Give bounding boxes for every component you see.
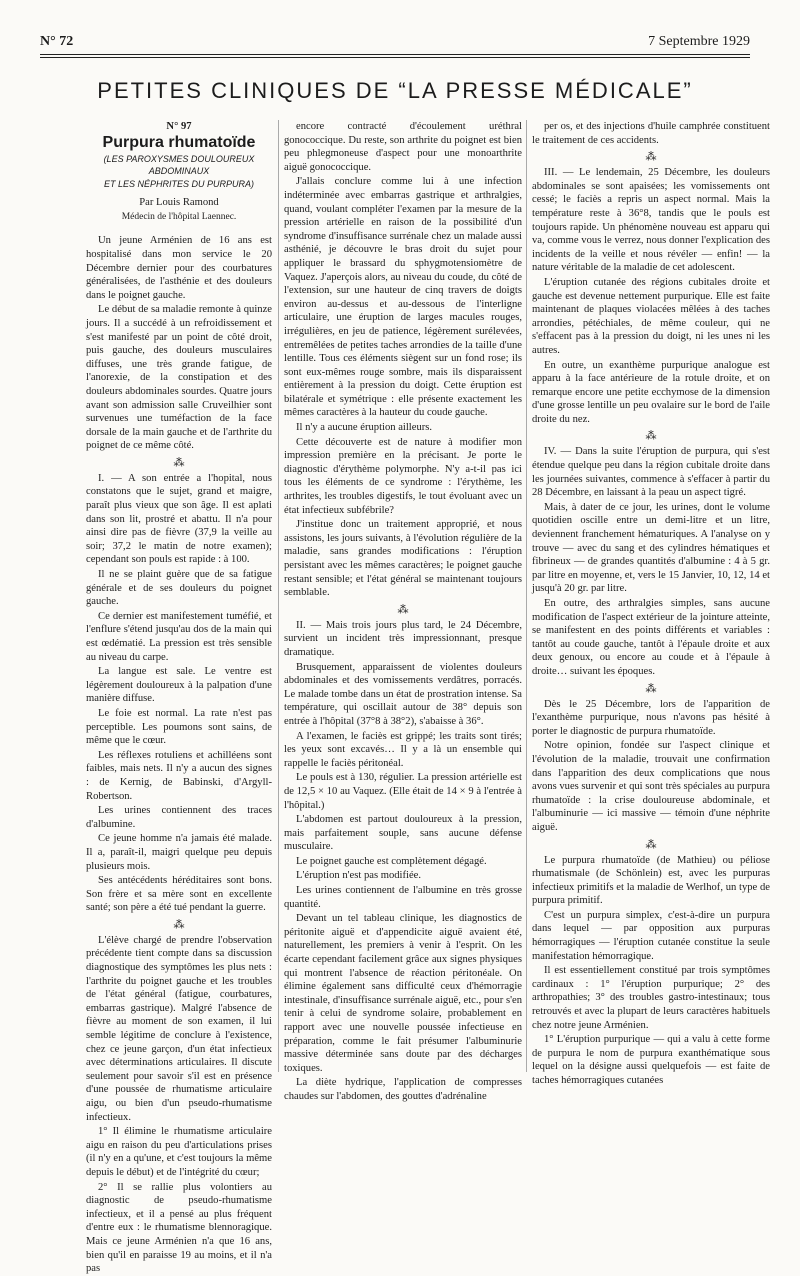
header-rule-double — [40, 57, 750, 58]
article-author: Par Louis Ramond — [139, 197, 219, 209]
paragraph: L'éruption cutanée des régions cubitales droite et gauche est devenue nettement purpurique. Elle est faite maintenant de plaques violacées mêlées à des taches arrondies, pétéchiales, de même couleur, qui ne s'effacent pas à la pression du doigt, ni les unes ni les autres. — [532, 276, 770, 356]
paragraph: Le début de sa maladie remonte à quinze jours. Il a succédé à un refroidissement et s'est manifesté par un point de côté droit, puis gauche, des douleurs musculaires diffuses, une très grande fatigue, de l'anorexie, de la constipation et des douleurs abdominales sourdes. Quatre jours avant son admission salle Cruveilhier sont survenues une tuméfaction de la face dorsale de la main gauche et de l'arthrite du poignet de ce même côté. — [86, 304, 272, 452]
paragraph: La langue est sale. Le ventre est légèrement douloureux à la palpation d'une manière diffuse. — [86, 666, 272, 705]
paragraph: L'éruption n'est pas modifiée. — [296, 870, 422, 882]
column-2 — [284, 120, 522, 1102]
paragraph: L'abdomen est partout douloureux à la pression, mais parfaitement souple, sans aucune défense musculaire. — [284, 814, 522, 853]
section-separator: ⁂ — [173, 456, 185, 469]
section-separator: ⁂ — [645, 151, 657, 164]
paragraph: Le pouls est à 130, régulier. La pression artérielle est de 12,5 × 10 au Vaquez. (Elle était de 14 × 9 à l'entrée à l'hôpital.) — [284, 772, 522, 811]
section-separator: ⁂ — [645, 682, 657, 695]
paragraph: Ce jeune homme n'a jamais été malade. Il a, paraît-il, maigri quelque peu depuis plusieurs mois. — [86, 833, 272, 872]
paragraph: encore contracté d'écoulement uréthral gonococcique. Du reste, son arthrite du poignet est bien peu phlegmoneuse d'aspect pour une monoarthrite aiguë gonococcique. — [284, 121, 522, 173]
section-separator: ⁂ — [645, 838, 657, 851]
paragraph: I. — A son entrée a l'hopital, nous constatons que le sujet, grand et maigre, paraît plus vieux que son âge. Il est aplati dans son lit, prostré et abattu. Il n'a pour ainsi dire pas de fièvre (37,9 la veille au soir; 37,2 le matin de notre examen); cependant son pouls est rapide : à 100. — [86, 472, 272, 566]
paragraph: Le poignet gauche est complètement dégagé. — [296, 855, 487, 867]
paragraph: En outre, des arthralgies simples, sans aucune modification de l'aspect extérieur de la jointure atteinte, se manifestent en des points différents et variables : tantôt au coude gauche, tantôt à l'épaule droite et aux deux genoux, ou encore au coude et à l'épaule à droite… suivant les époques. — [532, 598, 770, 677]
section-separator: ⁂ — [397, 603, 409, 616]
article-number: N° 97 — [166, 121, 192, 132]
paragraph: J'allais conclure comme lui à une infection indéterminée avec embarras gastrique et arthralgies, quand, voulant compléter l'examen par la mesure de la pression artérielle en raison de la possibilité d'un syndrome d'insuffisance surrénale chez un malade aussi asthénié, je découvre le bras droit du sujet pour appliquer le brassard du sphygmotensiomètre de Vaquez. J'aperçois alors, au niveau du coude, du côté de l'extension, sur une hauteur de cinq travers de doigts environ au-dessus et au-dessous de l'interligne articulaire, une éruption de larges macules rouges, irrégulières, en jeu de patience, légèrement surélevées, entremêlées de petites taches arrondies de la taille d'une lentille. Tous ces éléments siègent sur un fond rose; ils sont eux-mêmes rouge sombre, mais ils disparaissent entièrement à la pression du doigt. Cette éruption est bilatérale et symétrique : elle présente exactement les mêmes caractères à la hauteur du coude gauche. — [284, 176, 522, 419]
paragraph: Ses antécédents héréditaires sont bons. Son frère et sa mère sont en excellente santé; son père a été tué pendant la guerre. — [86, 875, 272, 914]
paragraph: En outre, un exanthème purpurique analogue est apparu à la face antérieure de la rotule droite, et on remarque encore une petite ecchymose de la dimension d'une grosse lentille un peu ovalaire sur le bord de l'aile droite du nez. — [532, 359, 770, 425]
paragraph: Cette découverte est de nature à modifier mon impression première en la précisant. Je porte le diagnostic d'érythème polymorphe. N'y a-t-il pas ici tous les éléments de ce syndrome : l'érythème, les arthrites, les troubles digestifs, le tout évoluant avec un état infectieux subfébrile? — [284, 436, 522, 516]
issue-number: N° 72 — [40, 34, 74, 49]
section-separator: ⁂ — [173, 918, 185, 931]
paragraph: Dès le 25 Décembre, lors de l'apparition de l'exanthème purpurique, nous n'avons pas hésité à porter le diagnostic de purpura rhumatoïde. — [532, 698, 770, 737]
column-1 — [86, 120, 272, 1275]
paragraph: A l'examen, le faciès est grippé; les traits sont tirés; les yeux sont excavés… Il y a là un ensemble qui rappelle le faciès péritonéal. — [284, 730, 522, 769]
column-divider — [278, 120, 279, 1072]
issue-date: 7 Septembre 1929 — [648, 34, 750, 49]
paragraph: II. — Mais trois jours plus tard, le 24 Décembre, survient un incident très impressionnant, presque dramatique. — [284, 619, 522, 658]
paragraph: per os, et des injections d'huile camphrée constituent le traitement de ces accidents. — [532, 121, 770, 146]
paragraph: Le foie est normal. La rate n'est pas perceptible. Les poumons sont sains, de même que le cœur. — [86, 707, 272, 747]
paragraph: Il ne se plaint guère que de sa fatigue générale et de ses douleurs du poignet gauche. — [86, 569, 272, 608]
paragraph: Il est essentiellement constitué par trois symptômes cardinaux : 1° l'éruption purpurique; 2° des arthropathies; 3° des troubles gastro-intestinaux; tous retrouvés et avec la plupart de leurs caractères habituels chez notre jeune Arménien. — [532, 965, 770, 1031]
article-subtitle: ET LES NÉPHRITES DU PURPURA) — [103, 179, 255, 190]
section-separator: ⁂ — [645, 430, 657, 443]
author-affiliation: Médecin de l'hôpital Laennec. — [121, 211, 237, 222]
paragraph: Notre opinion, fondée sur l'aspect clinique et l'évolution de la maladie, trouvait une confirmation dans l'apparition des deux complications que nous avons vues survenir et qui sont très spéciales au purpura rhumatoïde : la crise douloureuse abdominale, et l'albuminurie — ici massive — témoin d'une néphrite aiguë. — [532, 740, 771, 833]
paragraph: Les urines contiennent des traces d'albumine. — [86, 805, 272, 830]
paragraph: Le purpura rhumatoïde (de Mathieu) ou péliose rhumatismale (de Schönlein) est, avec les purpuras infectieux primitifs et la maladie de Werlhof, un type de purpura primitif. — [532, 854, 770, 907]
section-title: PETITES CLINIQUES DE “LA PRESSE MÉDICALE” — [97, 78, 693, 103]
column-3 — [532, 120, 771, 1086]
running-header — [40, 34, 750, 56]
paragraph: La diète hydrique, l'application de compresses chaudes sur l'abdomen, des gouttes d'adrénaline — [284, 1077, 522, 1102]
paragraph: Les urines contiennent de l'albumine en très grosse quantité. — [284, 885, 522, 910]
paragraph: Mais, à dater de ce jour, les urines, dont le volume quotidien oscille entre un demi-litre et un litre, deviennent franchement hématuriques. A l'analyse on y trouve — avec du sang et des cylindres hématiques et fibrineux — de grandes quantités d'albumine : 4 à 5 gr. par litre en moyenne, et, vers le 15 Janvier, 10, 12, 14 et jusqu'à 20 gr. par litre. — [532, 501, 770, 595]
paragraph: Un jeune Arménien de 16 ans est hospitalisé dans mon service le 20 Décembre dernier pour des courbatures généralisées, de l'asthénie et des douleurs dans le poignet gauche. — [86, 235, 272, 301]
paragraph: 1° L'éruption purpurique — qui a valu à cette forme de purpura le nom de purpura exanthématique sous lequel on la désigne aussi quelquefois — est faite de taches hémorragiques cutanées — [532, 1034, 770, 1086]
paragraph: Devant un tel tableau clinique, les diagnostics de péritonite aiguë et d'appendicite aiguë avaient été, naturellement, les premiers à venir à l'esprit. On les écarte cependant facilement grâce aux signes physiques qui montrent l'absence de réaction péritonéale. On élimine également sans difficulté ceux d'hémorragie intestinale, d'insuffisance surrénale aiguë, etc., pour s'en tenir à celui de syndrome solaire, probablement en rapport avec une nouvelle poussée infectieuse en préparation, comme le fait présumer l'albuminurie massive déterminée sans doute par des décharges toxiques. — [284, 913, 522, 1074]
paragraph: Il n'y a aucune éruption ailleurs. — [296, 422, 433, 434]
article-subtitle: (LES PAROXYSMES DOULOUREUX ABDOMINAUX — [103, 154, 255, 177]
paragraph: Brusquement, apparaissent de violentes douleurs abdominales et des vomissements verdâtres, porracés. Le malade tombe dans un état de prostration intense. Sa température, qui oscillait autour de 38° depuis son entrée à l'hôpital (37°8 à 38°2), s'abaisse à 36°. — [284, 661, 522, 727]
paragraph: J'institue donc un traitement approprié, et nous assistons, les jours suivants, à l'évolution régulière de la maladie, sans grandes modifications : l'éruption persistant avec les mêmes caractères; le poignet gauche restant sensible; et l'état général se maintenant toujours semblable. — [284, 519, 522, 599]
paragraph: Ce dernier est manifestement tuméfié, et l'enflure s'étend jusqu'au dos de la main qui est œdématié. La pression est très sensible au niveau du carpe. — [86, 610, 272, 663]
article-title: Purpura rhumatoïde — [102, 133, 256, 151]
paragraph: IV. — Dans la suite l'éruption de purpura, qui s'est étendue quelque peu dans la région cubitale droite dans les journées suivantes, commence à s'effacer à partir du 28 Décembre, en laissant à la peau un aspect tigré. — [532, 446, 770, 499]
paragraph: 2° Il se rallie plus volontiers au diagnostic de pseudo-rhumatisme infectieux, et il a pensé au plus fréquent d'entre eux : le rhumatisme blennoragique. Mais ce jeune Arménien n'a que 16 ans, bien qu'il en paraisse 19 au moins, et il n'a pas — [86, 1181, 272, 1275]
paragraph: L'élève chargé de prendre l'observation précédente tient compte dans sa discussion diagnostique des symptômes les plus nets : l'arthrite du poignet gauche et les troubles de l'état général (fatigue, courbatures, embarras gastrique). Malgré l'absence de fièvre au moment de son examen, il lui semble légitime de conclure à l'existence, chez ce jeune garçon, d'un état infectieux avec déterminations articulaires. Il discute seulement pour savoir s'il est en présence d'une poussée de rhumatisme articulaire aigu, ou bien d'un pseudo-rhumatisme infectieux. — [86, 934, 272, 1123]
header-rule — [40, 54, 750, 55]
paragraph: C'est un purpura simplex, c'est-à-dire un purpura dans lequel — par opposition aux purpuras hémorragiques — l'éruption cutanée constitue la seule manifestation hémorragique. — [532, 909, 770, 962]
paragraph: III. — Le lendemain, 25 Décembre, les douleurs abdominales se sont apaisées; les vomissements ont cessé; le faciès a repris un aspect normal. Mais la température reste à 36°8, tandis que le pouls est toujours rapide. Un phénomène nouveau est apparu qui va, comme vous le verrez, nous donner l'explication des incidents de la veille et nous révéler — enfin! — la nature véritable de la maladie de cet adolescent. — [532, 167, 770, 274]
column-divider — [526, 120, 527, 1072]
paragraph: Les réflexes rotuliens et achilléens sont faibles, mais nets. Il n'y a aucun des signes : de Kernig, de Babinski, d'Argyll-Robertson. — [86, 749, 272, 802]
paragraph: 1° Il élimine le rhumatisme articulaire aigu en raison du peu d'articulations prises (il n'y en a qu'une, et c'est toujours la même depuis le début) et de l'intégrité du cœur; — [86, 1126, 272, 1178]
